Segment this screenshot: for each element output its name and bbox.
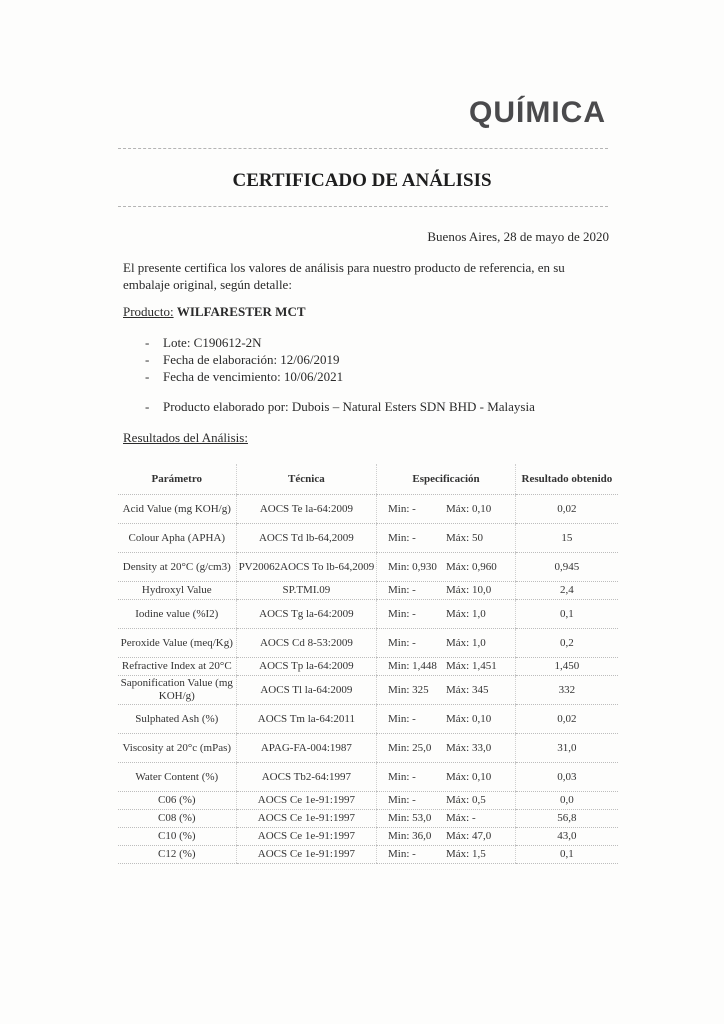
cell-result: 15: [515, 524, 618, 553]
document-title: CERTIFICADO DE ANÁLISIS: [232, 170, 492, 191]
cell-specification: [377, 846, 516, 864]
cell-specification: [377, 810, 516, 828]
cell-result: 0,2: [515, 629, 618, 658]
table-row: [118, 846, 618, 864]
spec-max: Máx: 10,0: [446, 584, 492, 596]
table-row: [118, 495, 618, 524]
spec-max: Máx: 1,5: [446, 848, 486, 860]
spec-min: Min: 0,930: [388, 560, 437, 573]
table-row: [118, 553, 618, 582]
results-table: [118, 464, 618, 864]
title-divider: [118, 206, 608, 207]
table-row: [118, 734, 618, 763]
cell-technique: AOCS Tg la-64:2009: [236, 600, 377, 629]
cell-technique: APAG-FA-004:1987: [236, 734, 377, 763]
product-name: WILFARESTER MCT: [176, 304, 306, 319]
cell-result: 0,1: [515, 600, 618, 629]
manufacturer-line: - Producto elaborado por: Dubois – Natural Esters SDN BHD - Malaysia: [145, 399, 535, 415]
cell-parameter: Density at 20°C (g/cm3): [118, 553, 236, 582]
spec-max: Máx: 50: [446, 531, 483, 544]
spec-min: Min: 25,0: [388, 741, 432, 754]
cell-technique: SP.TMI.09: [236, 582, 377, 600]
cell-specification: [377, 524, 516, 553]
header-parameter: Parámetro: [118, 464, 236, 495]
spec-min: Min: -: [388, 848, 416, 860]
cell-result: 56,8: [515, 810, 618, 828]
spec-max: Máx: 0,10: [446, 770, 492, 783]
cell-parameter: Iodine value (%I2): [118, 600, 236, 629]
spec-min: Min: -: [388, 770, 416, 783]
spec-min: Min: 36,0: [388, 830, 432, 842]
spec-min: Min: 53,0: [388, 812, 432, 824]
spec-min: Min: -: [388, 636, 416, 649]
cell-specification: [377, 705, 516, 734]
cell-result: 332: [515, 676, 618, 705]
cell-specification: [377, 828, 516, 846]
spec-max: Máx: 0,10: [446, 712, 492, 725]
cell-parameter: Saponification Value (mg KOH/g): [118, 676, 236, 705]
cell-specification: [377, 553, 516, 582]
detail-lot: - Lote: C190612-2N: [145, 334, 343, 351]
cell-parameter: Acid Value (mg KOH/g): [118, 495, 236, 524]
cell-technique: AOCS Ce 1e-91:1997: [236, 846, 377, 864]
spec-max: Máx: 0,5: [446, 794, 486, 806]
spec-min: Min: -: [388, 712, 416, 725]
cell-result: 31,0: [515, 734, 618, 763]
cell-specification: [377, 600, 516, 629]
spec-max: Máx: 1,0: [446, 607, 486, 620]
detail-expiry-date: - Fecha de vencimiento: 10/06/2021: [145, 368, 343, 385]
product-label: Producto:: [123, 304, 174, 319]
cell-technique: AOCS Cd 8-53:2009: [236, 629, 377, 658]
cell-parameter: Water Content (%): [118, 763, 236, 792]
cell-technique: AOCS Tb2-64:1997: [236, 763, 377, 792]
cell-technique: AOCS Tl la-64:2009: [236, 676, 377, 705]
cell-specification: [377, 495, 516, 524]
detail-manufacture-date: - Fecha de elaboración: 12/06/2019: [145, 351, 343, 368]
cell-result: 0,03: [515, 763, 618, 792]
cell-technique: AOCS Tp la-64:2009: [236, 658, 377, 676]
cell-specification: [377, 763, 516, 792]
cell-parameter: Hydroxyl Value: [118, 582, 236, 600]
cell-technique: AOCS Ce 1e-91:1997: [236, 810, 377, 828]
spec-max: Máx: 0,10: [446, 502, 492, 515]
cell-parameter: C12 (%): [118, 846, 236, 864]
spec-max: Máx: 1,451: [446, 660, 497, 672]
cell-technique: AOCS Ce 1e-91:1997: [236, 828, 377, 846]
cell-parameter: C08 (%): [118, 810, 236, 828]
spec-min: Min: 325: [388, 683, 429, 696]
table-row: [118, 676, 618, 705]
cell-result: 0,0: [515, 792, 618, 810]
cell-parameter: C06 (%): [118, 792, 236, 810]
cell-parameter: Refractive Index at 20°C: [118, 658, 236, 676]
header-divider: [118, 148, 608, 149]
cell-specification: [377, 676, 516, 705]
table-row: [118, 629, 618, 658]
table-row: [118, 810, 618, 828]
spec-max: Máx: 0,960: [446, 560, 497, 573]
table-row: [118, 705, 618, 734]
spec-max: Máx: 47,0: [446, 830, 492, 842]
table-row: [118, 763, 618, 792]
cell-technique: AOCS Te la-64:2009: [236, 495, 377, 524]
table-row: [118, 600, 618, 629]
header-result: Resultado obtenido: [515, 464, 618, 495]
table-row: [118, 582, 618, 600]
spec-min: Min: -: [388, 794, 416, 806]
cell-result: 0,1: [515, 846, 618, 864]
cell-parameter: Sulphated Ash (%): [118, 705, 236, 734]
cell-result: 1,450: [515, 658, 618, 676]
spec-min: Min: -: [388, 584, 416, 596]
cell-specification: [377, 658, 516, 676]
table-row: [118, 828, 618, 846]
table-row: [118, 792, 618, 810]
product-details-list: [145, 334, 343, 385]
cell-result: 0,02: [515, 495, 618, 524]
header-technique: Técnica: [236, 464, 377, 495]
cell-parameter: Peroxide Value (meq/Kg): [118, 629, 236, 658]
spec-max: Máx: 345: [446, 683, 489, 696]
cell-specification: [377, 582, 516, 600]
cell-parameter: C10 (%): [118, 828, 236, 846]
cell-technique: AOCS Td lb-64,2009: [236, 524, 377, 553]
spec-min: Min: 1,448: [388, 660, 437, 672]
table-row: [118, 658, 618, 676]
spec-max: Máx: 33,0: [446, 741, 492, 754]
table-header-row: [118, 464, 618, 495]
cell-parameter: Viscosity at 20°c (mPas): [118, 734, 236, 763]
spec-min: Min: -: [388, 502, 416, 515]
intro-paragraph: El presente certifica los valores de análisis para nuestro producto de referencia, en su embalaje original, según detalle:: [123, 260, 565, 292]
cell-result: 0,945: [515, 553, 618, 582]
company-logo: QUÍMICA: [469, 96, 606, 129]
cell-result: 0,02: [515, 705, 618, 734]
cell-technique: AOCS Tm la-64:2011: [236, 705, 377, 734]
document-date: Buenos Aires, 28 de mayo de 2020: [427, 229, 609, 244]
cell-result: 2,4: [515, 582, 618, 600]
spec-min: Min: -: [388, 531, 416, 544]
cell-technique: AOCS Ce 1e-91:1997: [236, 792, 377, 810]
results-heading: Resultados del Análisis:: [123, 430, 248, 445]
cell-specification: [377, 629, 516, 658]
cell-specification: [377, 734, 516, 763]
spec-max: Máx: -: [446, 812, 476, 824]
product-line: [123, 304, 306, 320]
spec-min: Min: -: [388, 607, 416, 620]
cell-parameter: Colour Apha (APHA): [118, 524, 236, 553]
cell-specification: [377, 792, 516, 810]
cell-technique: PV20062AOCS To lb-64,2009: [236, 553, 377, 582]
spec-max: Máx: 1,0: [446, 636, 486, 649]
cell-result: 43,0: [515, 828, 618, 846]
header-specification: Especificación: [377, 464, 516, 495]
table-row: [118, 524, 618, 553]
